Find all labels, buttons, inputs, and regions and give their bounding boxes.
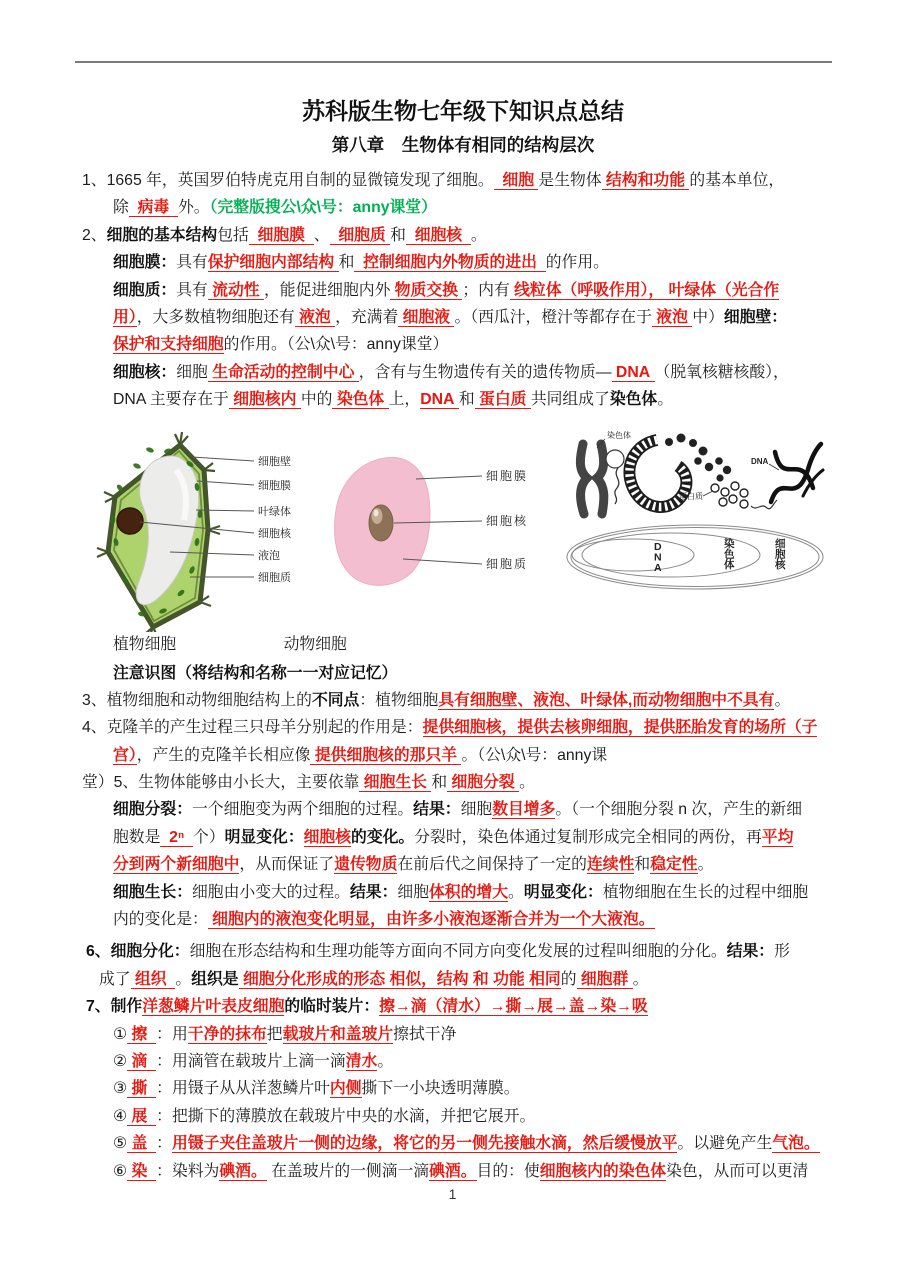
animal-label-cytoplasm: 细胞质 [486, 556, 529, 571]
text-segment: 和 [458, 391, 475, 409]
text-segment: 。 [697, 856, 714, 874]
text-line [113, 386, 844, 413]
text-segment: 。 [175, 970, 192, 988]
text-segment: 注意识图（将结构和名称一一对应记忆） [113, 664, 398, 682]
text-segment: 。 [632, 970, 649, 988]
figure-plant-cell [92, 430, 322, 632]
text-segment: 的作用。 [545, 254, 609, 272]
text-segment: 液泡 [651, 308, 693, 326]
text-line [113, 1158, 844, 1185]
text-segment: 细胞 [176, 363, 208, 381]
text-segment: 。 [519, 774, 535, 792]
text-segment: 。 [657, 391, 674, 409]
header-rule [75, 61, 832, 63]
text-segment: 稳定性 [650, 856, 698, 874]
page-title: 苏科版生物七年级下知识点总结 [302, 98, 624, 124]
text-segment: 细胞膜： [113, 254, 177, 272]
text-line [113, 1075, 844, 1102]
body-text-upper [82, 167, 844, 414]
text-segment: 结构和功能 [601, 172, 690, 189]
text-line [113, 851, 844, 878]
text-segment: 细胞壁： [723, 308, 788, 326]
text-line [113, 742, 844, 769]
document-content [82, 96, 844, 1185]
text-segment: 和 [390, 226, 406, 244]
text-segment: 细胞核内的染色体 [539, 1162, 667, 1180]
animal-label-cell-membrane: 细胞膜 [486, 468, 529, 483]
text-segment: 在盖玻片的一侧滴一滴 [266, 1162, 430, 1180]
text-segment: ：用镊子从从洋葱鳞片叶 [156, 1080, 330, 1098]
text-segment: 除 [113, 199, 129, 217]
text-segment: 细胞分裂 [447, 774, 520, 792]
text-segment: ：把撕下的薄膜放在载玻片中央的水滴，并把它展开。 [156, 1107, 536, 1125]
text-line [113, 1103, 844, 1130]
text-segment: 。以避免产生 [677, 1135, 773, 1153]
text-segment: DNA [611, 363, 655, 381]
text-segment: 外。 [177, 199, 210, 217]
text-line [113, 824, 844, 851]
text-segment: 内的变化是： [113, 911, 208, 929]
text-segment: 展 [127, 1107, 157, 1125]
text-segment: 。 [377, 1052, 394, 1070]
chromatin-coil [629, 440, 686, 507]
text-segment: 提供细胞核，提供去核卵细胞，提供胚胎发育的场所（子 [422, 719, 818, 737]
text-segment: 明显变化： [224, 828, 304, 846]
text-line [99, 966, 844, 993]
chromatin-loop [606, 450, 624, 468]
text-segment: 细胞生长 [359, 774, 432, 792]
plant-label-nucleus: 细胞核 [258, 527, 291, 540]
text-segment: 个） [193, 828, 225, 846]
venn-label-chromosome: 染色体 [724, 537, 735, 571]
dna-label: DNA [751, 456, 769, 466]
text-segment: ② [113, 1052, 128, 1070]
text-segment: 提供细胞核的那只羊 [310, 746, 462, 764]
text-segment: 组织是 [191, 970, 239, 988]
animal-cell-caption: 动物细胞 [283, 635, 347, 653]
text-segment: 染色体 [332, 391, 389, 409]
x-chromosome [580, 444, 603, 514]
text-segment: 细胞 [460, 801, 493, 819]
text-line [113, 194, 844, 221]
text-segment: 的变化。 [351, 828, 415, 846]
text-segment: 分裂时，染色体通过复制形成完全相同的两份，再 [414, 828, 762, 846]
text-segment: 用 [171, 1025, 188, 1043]
text-segment: 。（公\众\号：anny课 [461, 746, 608, 764]
plant-label-cell-wall: 细胞壁 [258, 455, 291, 468]
text-segment: 液泡 [294, 308, 336, 326]
text-segment: 洋葱鳞片叶表皮细胞 [142, 998, 285, 1016]
text-segment: 生命活动的控制中心 [207, 363, 359, 381]
text-segment: （完整版搜公\众\号：anny课堂） [209, 199, 437, 217]
text-segment: 。 [508, 883, 524, 901]
text-segment: 滴 [127, 1052, 157, 1070]
text-segment: 明显变化： [523, 883, 603, 901]
text-segment: 细胞核 [303, 828, 352, 846]
text-segment: 擦拭干净 [393, 1025, 457, 1043]
text-segment: 2ⁿ [160, 828, 194, 846]
text-line [113, 331, 844, 358]
text-segment: 组织 [130, 970, 176, 988]
text-segment: 。 [470, 226, 487, 244]
text-segment: 气泡。 [772, 1135, 820, 1153]
text-segment: 叶绿体（光合作 [668, 281, 780, 299]
text-line [113, 879, 844, 906]
text-segment: 把 [266, 1025, 283, 1043]
text-segment: 中） [692, 308, 724, 326]
text-segment: ： [156, 1025, 172, 1043]
text-segment: 线粒体（呼吸作用）， [509, 281, 669, 299]
text-segment: ：植物细胞 [359, 691, 439, 709]
text-segment: 2、 [82, 226, 107, 244]
text-line [113, 660, 844, 687]
text-segment: ⑥ [113, 1162, 128, 1180]
plant-label-cell-membrane: 细胞膜 [258, 479, 291, 492]
text-segment: 撕下一小块透明薄膜。 [361, 1080, 520, 1098]
text-segment: 。 [774, 691, 791, 709]
text-segment: ：染料为 [156, 1162, 220, 1180]
text-segment: 细胞分化形成的形态 相似，结构 和 功能 相同 [238, 970, 561, 988]
text-line [82, 714, 844, 741]
text-segment: 染色体 [609, 391, 658, 409]
text-segment: 具有 [176, 254, 208, 272]
text-segment: 的基本单位， [689, 172, 785, 189]
text-segment: 和 [431, 774, 448, 792]
chromosome-label: 染色体 [607, 430, 631, 440]
text-segment: 细胞由小变大的过程。 [192, 883, 350, 901]
text-line [113, 1130, 844, 1157]
text-segment: 共同组成了 [530, 391, 610, 409]
text-segment: ，充满着 [335, 308, 399, 326]
text-segment: 载玻片和盖玻片 [282, 1025, 394, 1043]
text-segment: 和 [634, 856, 651, 874]
plant-cell-caption: 植物细胞 [113, 635, 177, 653]
text-segment: 体积的增大 [429, 883, 508, 901]
text-segment: 结果： [413, 801, 461, 819]
plant-label-chloroplast: 叶绿体 [258, 505, 291, 518]
text-segment: 包括 [217, 226, 249, 244]
venn-label-dna: D N A [654, 540, 662, 574]
figure-chromosome [557, 426, 832, 618]
text-segment: 病毒 [128, 199, 178, 217]
text-segment: 形 [774, 943, 790, 961]
text-segment: 3、植物细胞和动物细胞结构上的 [82, 691, 312, 709]
text-segment: 细胞 [397, 883, 429, 901]
text-segment: 保护和支持细胞 [113, 336, 224, 354]
text-segment: 用） [113, 308, 137, 326]
text-line [113, 304, 844, 331]
text-segment: 目的：使 [476, 1162, 540, 1180]
text-segment: 一个细胞变为两个细胞的过程。 [192, 801, 414, 819]
chapter-heading: 第八章 生物体有相同的结构层次 [331, 135, 595, 155]
body-text-lower [82, 660, 844, 1185]
text-segment: 堂）5、生物体能够由小长大，主要依靠 [82, 774, 360, 792]
text-segment: 、 [313, 226, 330, 244]
text-segment: 具有 [176, 281, 208, 299]
text-segment: 的 [560, 970, 577, 988]
text-segment: 和 [338, 254, 355, 272]
plant-label-vacuole: 液泡 [258, 549, 280, 562]
text-segment: 碘酒。 [219, 1162, 267, 1180]
text-segment: 不同点 [311, 691, 360, 709]
text-segment: 宫） [113, 746, 137, 764]
text-segment: DNA [420, 391, 459, 409]
text-segment: ，大多数植物细胞还有 [136, 308, 295, 326]
text-segment: 胞数是 [113, 828, 161, 846]
text-segment: 细胞的基本结构 [106, 226, 218, 244]
text-segment: 4、克隆羊的产生过程三只母羊分别起的作用是： [82, 719, 423, 737]
text-segment: DNA 主要存在于 [113, 391, 229, 409]
text-segment: ④ [113, 1107, 128, 1125]
text-segment: 。（一个细胞分裂 n 次，产生的新细 [555, 801, 803, 819]
text-segment: 具有细胞壁、液泡、叶绿体,而动物细胞中不具有 [438, 691, 775, 709]
text-segment: 用镊子夹住盖玻片一侧的边缘，将它的另一侧先接触水滴，然后缓慢放平 [171, 1135, 678, 1153]
text-segment: 撕 [127, 1080, 157, 1098]
text-segment: 细胞分化： [110, 943, 190, 961]
text-segment: 的临时装片： [284, 998, 380, 1016]
text-segment: （脱氧核糖核酸）， [654, 363, 789, 381]
text-segment: 物质交换 [390, 281, 463, 299]
dna-helix [771, 444, 823, 502]
text-segment: ：用滴管在载玻片上滴一滴 [156, 1052, 346, 1070]
text-segment: 细胞核内 [228, 391, 301, 409]
text-segment: 连续性 [586, 856, 635, 874]
text-line [113, 1021, 844, 1048]
text-line [113, 277, 844, 304]
text-segment: 盖 [127, 1135, 157, 1153]
text-line [82, 167, 844, 194]
text-segment: 成了 [99, 970, 131, 988]
text-line [86, 938, 844, 965]
text-line [82, 769, 844, 796]
text-segment: 染色，从而可以更清 [666, 1162, 809, 1180]
text-segment: 数目增多 [492, 801, 556, 819]
text-segment: 7、制作 [86, 998, 143, 1016]
text-segment: 内侧 [329, 1080, 362, 1098]
text-segment: 保护细胞内部结构 [207, 254, 339, 272]
text-segment: 的作用。（公\众\号：anny课堂） [223, 336, 449, 354]
text-line [113, 796, 844, 823]
nucleosome-chain [665, 433, 731, 481]
text-segment: 控制细胞内外物质的进出 [354, 254, 546, 272]
text-segment: ，产生的克隆羊长相应像 [136, 746, 311, 764]
text-segment: 分到两个新细胞中 [113, 856, 240, 874]
text-line [82, 687, 844, 714]
text-line [113, 249, 844, 276]
text-segment: 蛋白质 [474, 391, 531, 409]
text-segment: ③ [113, 1080, 128, 1098]
text-line [82, 222, 844, 249]
text-segment: 细胞分裂： [113, 801, 192, 819]
text-segment: 1、1665 年，英国罗伯特虎克用自制的显微镜发现了细胞。 [82, 172, 494, 189]
text-segment: 细胞生长： [113, 883, 192, 901]
text-segment: 细胞膜 [248, 226, 314, 244]
protein-beads [711, 482, 748, 508]
text-segment: ，从而保证了 [239, 856, 335, 874]
chromatin-squiggle [615, 468, 619, 504]
text-segment: 细胞液 [398, 308, 455, 326]
text-line [86, 993, 844, 1020]
text-segment: 。（西瓜汁，橙汁等都存在于 [454, 308, 652, 326]
text-segment: 在前后代之间保持了一定的 [397, 856, 587, 874]
text-segment: 擦 [127, 1025, 157, 1043]
text-segment: 是生物体 [538, 172, 602, 189]
text-segment: 遗传物质 [334, 856, 398, 874]
text-segment: 平均 [761, 828, 794, 846]
figure-animal-cell [330, 450, 535, 595]
figure-block [82, 414, 844, 632]
text-segment: ⑤ [113, 1135, 128, 1153]
text-segment: 上， [388, 391, 421, 409]
text-segment: 碘酒。 [429, 1162, 477, 1180]
text-segment: ，能促进细胞内外 [263, 281, 391, 299]
text-segment: 中的 [300, 391, 333, 409]
text-segment: 擦→滴（清水）→撕→展→盖→染→吸 [379, 998, 648, 1016]
text-segment: 细胞质 [329, 226, 391, 244]
text-segment: 清水 [345, 1052, 378, 1070]
page-number: 1 [448, 1186, 457, 1202]
text-segment: 植物细胞在生长的过程中细胞 [602, 883, 809, 901]
protein-label: 蛋白质 [679, 491, 703, 501]
venn-label-nucleus: 细胞核 [775, 537, 786, 571]
text-line [113, 359, 844, 386]
text-segment: ，含有与生物遗传有关的遗传物质— [358, 363, 612, 381]
text-segment: 细胞核： [113, 363, 177, 381]
text-segment: 细胞在形态结构和生理功能等方面向不同方向变化发展的过程叫细胞的分化。 [189, 943, 727, 961]
text-segment: 6、 [86, 943, 111, 961]
text-segment: ： [156, 1135, 172, 1153]
text-segment: ① [113, 1025, 128, 1043]
text-segment: ；内有 [462, 281, 510, 299]
animal-nucleus-spot [374, 509, 379, 516]
text-segment: 细胞 [493, 172, 539, 189]
plant-label-cytoplasm: 细胞质 [258, 571, 291, 584]
figure-captions [82, 632, 844, 658]
animal-label-nucleus: 细胞核 [486, 513, 529, 528]
plant-nucleus [117, 508, 143, 534]
protein-label-line [703, 491, 713, 496]
text-line [113, 906, 844, 933]
animal-nucleus [369, 505, 393, 541]
text-segment: 细胞质： [113, 281, 177, 299]
text-segment: 染 [127, 1162, 157, 1180]
text-segment: 干净的抹布 [187, 1025, 267, 1043]
text-segment: 细胞群 [576, 970, 633, 988]
text-segment: 结果： [349, 883, 398, 901]
text-segment: 流动性 [207, 281, 264, 299]
text-segment: 细胞内的液泡变化明显，由许多小液泡逐渐合并为一个大液泡。 [207, 911, 655, 929]
text-segment: 结果： [726, 943, 775, 961]
text-line [113, 1048, 844, 1075]
text-segment: 细胞核 [405, 226, 471, 244]
